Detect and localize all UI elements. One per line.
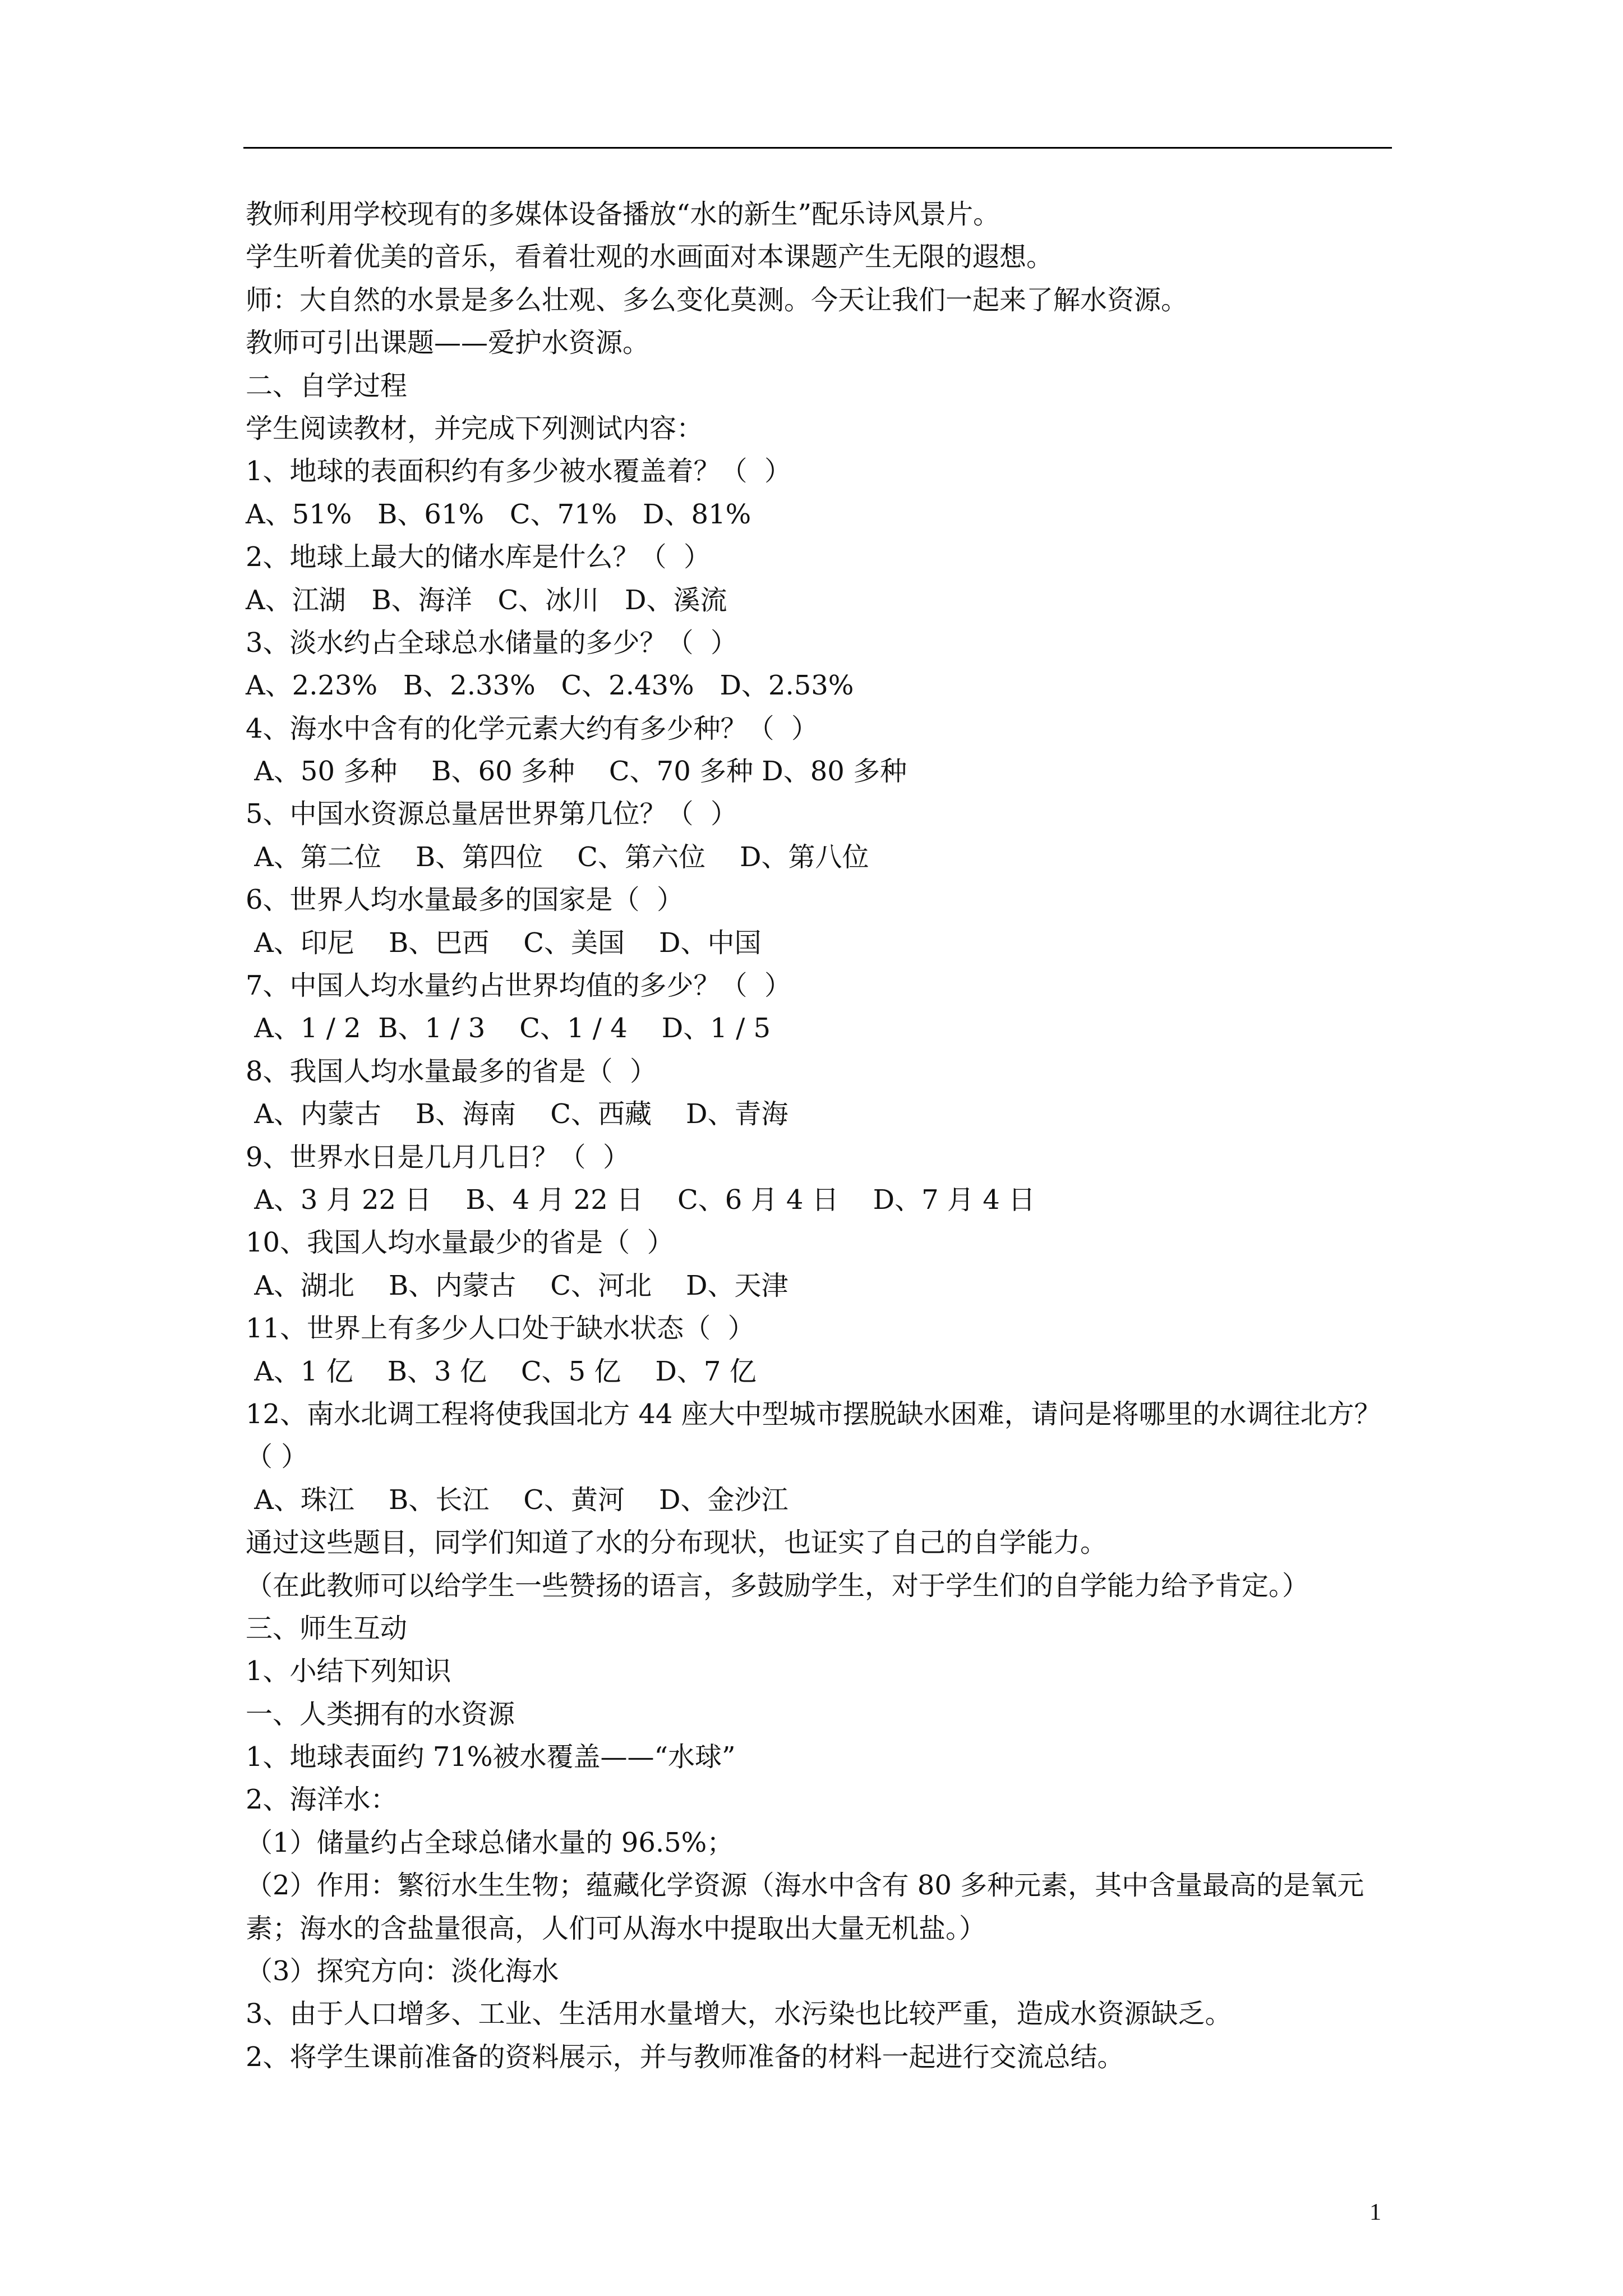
question: 11、世界上有多少人口处于缺水状态（ ） [246, 1313, 755, 1345]
answer-options: A、1 / 2 B、1 / 3 C、1 / 4 D、1 / 5 [246, 1013, 771, 1045]
question: 10、我国人均水量最少的省是（ ） [246, 1227, 674, 1259]
page-number: 1 [1370, 2200, 1381, 2225]
text-line: （在此教师可以给学生一些赞扬的语言，多鼓励学生，对于学生们的自学能力给予肯定。） [246, 1570, 1310, 1602]
answer-options: A、内蒙古 B、海南 C、西藏 D、青海 [246, 1098, 789, 1130]
text-line: 教师利用学校现有的多媒体设备播放“水的新生”配乐诗风景片。 [246, 199, 1000, 230]
question: 3、淡水约占全球总水储量的多少？（ ） [246, 627, 738, 659]
text-line: 教师可引出课题——爱护水资源。 [246, 327, 650, 359]
answer-options: A、湖北 B、内蒙古 C、河北 D、天津 [246, 1269, 789, 1301]
question: 7、中国人均水量约占世界均值的多少？（ ） [246, 970, 792, 1002]
question: 4、海水中含有的化学元素大约有多少种？（ ） [246, 712, 819, 744]
text-line: 学生阅读教材，并完成下列测试内容： [246, 412, 704, 444]
answer-options: A、江湖 B、海洋 C、冰川 D、溪流 [246, 584, 727, 616]
question: 1、地球的表面积约有多少被水覆盖着？（ ） [246, 455, 792, 487]
text-line: （1）储量约占全球总储水量的 96.5%； [246, 1826, 734, 1858]
answer-options: A、珠江 B、长江 C、黄河 D、金沙江 [246, 1484, 789, 1516]
question: 5、中国水资源总量居世界第几位？（ ） [246, 798, 738, 830]
text-line: 1、地球表面约 71%被水覆盖——“水球” [246, 1741, 736, 1773]
answer-options: A、3 月 22 日 B、4 月 22 日 C、6 月 4 日 D、7 月 4 日 [246, 1184, 1035, 1216]
answer-options: A、51% B、61% C、71% D、81% [246, 498, 751, 530]
text-line: 2、海洋水： [246, 1784, 398, 1816]
document-body [246, 193, 1395, 2078]
question: 8、我国人均水量最多的省是（ ） [246, 1055, 657, 1087]
text-line: 师：大自然的水景是多么壮观、多么变化莫测。今天让我们一起来了解水资源。 [246, 284, 1188, 316]
answer-options: A、印尼 B、巴西 C、美国 D、中国 [246, 927, 762, 959]
answer-options: A、2.23% B、2.33% C、2.43% D、2.53% [246, 670, 854, 702]
section-heading: 二、自学过程 [246, 370, 408, 402]
text-line: （2）作用：繁衍水生生物；蕴藏化学资源（海水中含有 80 多种元素，其中含量最高的是氧元素；海水的含盐量很高，人们可从海水中提取出大量无机盐。） [246, 1870, 1364, 1944]
section-heading: 三、师生互动 [246, 1612, 408, 1644]
answer-options: A、1 亿 B、3 亿 C、5 亿 D、7 亿 [246, 1355, 757, 1387]
answer-options: A、50 多种 B、60 多种 C、70 多种 D、80 多种 [246, 756, 907, 788]
question: 2、地球上最大的储水库是什么？（ ） [246, 541, 711, 573]
text-line: 1、小结下列知识 [246, 1655, 451, 1687]
text-line: 3、由于人口增多、工业、生活用水量增大，水污染也比较严重，造成水资源缺乏。 [246, 1998, 1232, 2030]
subsection-heading: 一、人类拥有的水资源 [246, 1698, 515, 1730]
question: 6、世界人均水量最多的国家是（ ） [246, 884, 684, 916]
question: 12、南水北调工程将使我国北方 44 座大中型城市摆脱缺水困难，请问是将哪里的水调往北方？（ ） [246, 1398, 1381, 1473]
text-line: 2、将学生课前准备的资料展示，并与教师准备的材料一起进行交流总结。 [246, 2041, 1124, 2073]
text-line: 通过这些题目，同学们知道了水的分布现状，也证实了自己的自学能力。 [246, 1527, 1108, 1559]
text-line: （3）探究方向：淡化海水 [246, 1955, 559, 1987]
header-rule [243, 147, 1392, 149]
text-line: 学生听着优美的音乐，看着壮观的水画面对本课题产生无限的遐想。 [246, 241, 1054, 273]
question: 9、世界水日是几月几日？（ ） [246, 1141, 630, 1173]
answer-options: A、第二位 B、第四位 C、第六位 D、第八位 [246, 841, 869, 873]
